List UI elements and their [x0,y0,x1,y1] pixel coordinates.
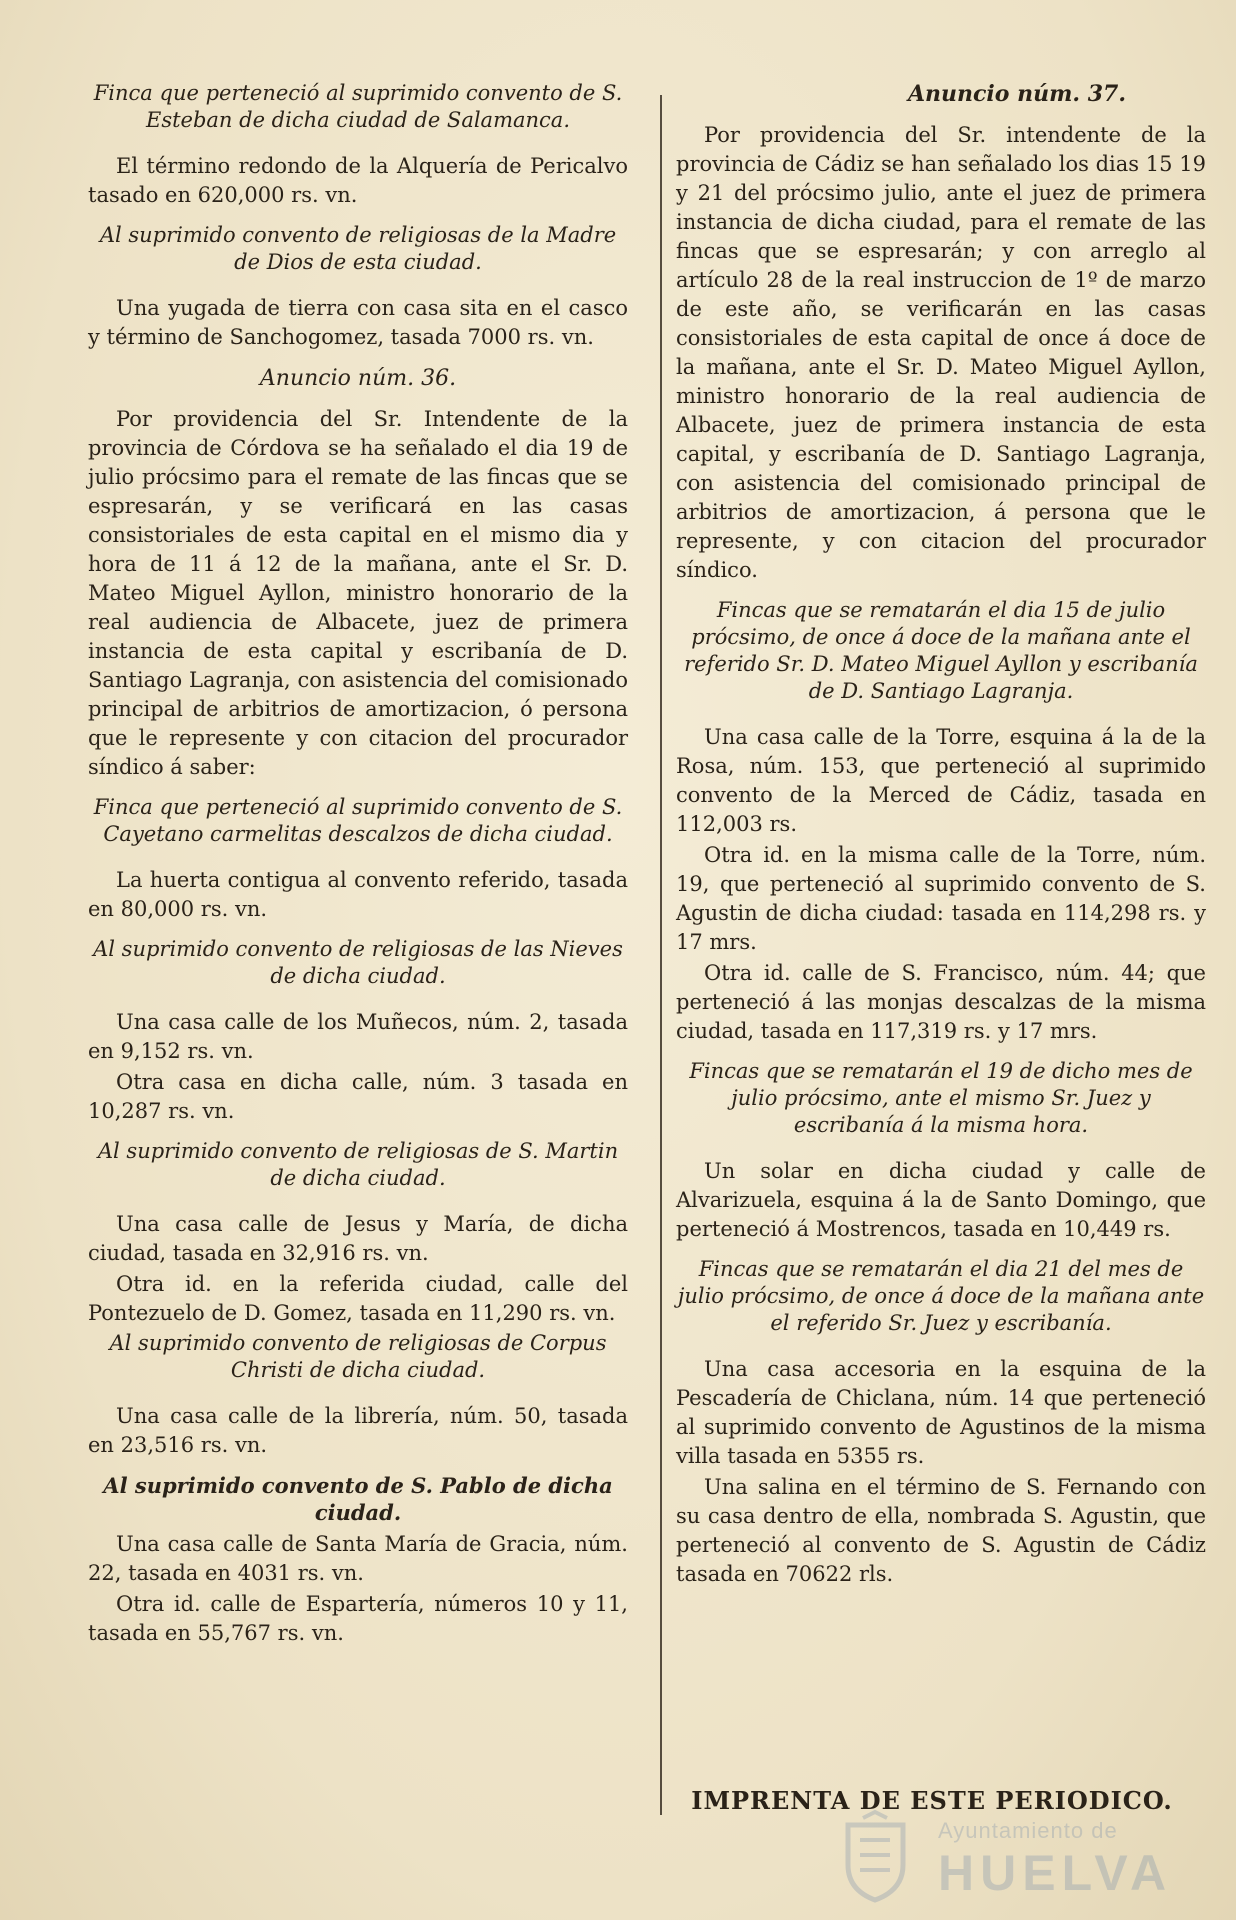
property-entry: Una casa calle de la Torre, esquina á la de la Rosa, núm. 153, que perteneció al suprimido convento de la Merced de Cádiz, tasada en 112,003 rs. [676,725,1206,836]
property-entry: Otra id. en la misma calle de la Torre, núm. 19, que perteneció al suprimido convento de S. Agustin de dicha ciudad: tasada en 114,298 rs. y 17 mrs. [676,843,1206,954]
announcement-number: Anuncio núm. 37. [907,81,1126,107]
section-heading: Al suprimido convento de S. Pablo de dicha ciudad. [103,1473,613,1525]
property-entry: El término redondo de la Alquería de Pericalvo tasado en 620,000 rs. vn. [88,154,628,207]
property-entry: Una casa calle de la librería, núm. 50, tasada en 23,516 rs. vn. [88,1404,628,1457]
property-entry: Una salina en el término de S. Fernando con su casa dentro de ella, nombrada S. Agustin, que perteneció al convento de S. Agustin de Cádiz tasada en 70622 rls. [676,1475,1206,1586]
section-heading: Fincas que se rematarán el dia 21 del mes de julio prócsimo, de once á doce de la mañana ante el referido Sr. Juez y escribanía. [677,1257,1205,1335]
property-entry: Una casa calle de Jesus y María, de dicha ciudad, tasada en 32,916 rs. vn. [88,1212,628,1265]
right-column [676,80,1206,1601]
property-entry: Otra id. calle de Espartería, números 10 y 11, tasada en 55,767 rs. vn. [88,1592,628,1645]
property-entry: Una casa calle de los Muñecos, núm. 2, tasada en 9,152 rs. vn. [88,1010,628,1063]
watermark-line1: Ayuntamiento de [938,1818,1118,1843]
property-entry: Otra id. calle de S. Francisco, núm. 44; que perteneció á las monjas descalzas de la misma ciudad, tasada en 117,319 rs. y 17 mrs. [676,961,1206,1043]
section-heading: Al suprimido convento de religiosas de la Madre de Dios de esta ciudad. [99,223,617,274]
property-entry: Una casa calle de Santa María de Gracia, núm. 22, tasada en 4031 rs. vn. [88,1532,628,1585]
section-heading: Fincas que se rematarán el dia 15 de julio prócsimo, de once á doce de la mañana ante el referido Sr. D. Mateo Miguel Ayllon y escribanía de D. Santiago Lagranja. [684,598,1198,703]
section-heading: Fincas que se rematarán el 19 de dicho mes de julio prócsimo, ante el mismo Sr. Juez y escribanía á la misma hora. [689,1059,1193,1137]
watermark-line2: HUELVA [938,1845,1173,1901]
section-heading: Al suprimido convento de religiosas de S. Martin de dicha ciudad. [97,1139,619,1190]
left-column [88,80,628,1650]
property-entry: La huerta contigua al convento referido, tasada en 80,000 rs. vn. [88,868,628,921]
announcement-number: Anuncio núm. 36. [259,366,457,391]
property-entry: Un solar en dicha ciudad y calle de Alvarizuela, esquina á la de Santo Domingo, que perteneció á Mostrencos, tasada en 10,449 rs. [676,1159,1206,1241]
announcement-body: Por providencia del Sr. intendente de la provincia de Cádiz se han señalado los dias 15 19 y 21 del prócsimo julio, ante el juez de primera instancia de dicha ciudad, para el remate de las fincas que se espresarán; y con arreglo al artículo 28 de la real instruccion de 1º de marzo de este año, se verificarán en las casas consistoriales de esta capital de once á doce de la mañana, ante el Sr. D. Mateo Miguel Ayllon, ministro honorario de la real audiencia de Albacete, juez de primera instancia de esta capital, y escribanía de D. Santiago Lagranja, con asistencia del comisionado principal de arbitrios de amortizacion, á persona que le represente, y con citacion del procurador síndico. [676,123,1206,582]
section-heading: Finca que perteneció al suprimido convento de S. Esteban de dicha ciudad de Salamanca. [93,81,623,132]
property-entry: Otra casa en dicha calle, núm. 3 tasada en 10,287 rs. vn. [88,1070,628,1123]
property-entry: Una casa accesoria en la esquina de la Pescadería de Chiclana, núm. 14 que perteneció al suprimido convento de Agustinos de la misma villa tasada en 5355 rs. [676,1357,1206,1468]
section-heading: Al suprimido convento de religiosas de Corpus Christi de dicha ciudad. [109,1331,607,1382]
column-divider [660,95,662,1815]
property-entry: Una yugada de tierra con casa sita en el casco y término de Sanchogomez, tasada 7000 rs. vn. [88,296,628,349]
section-heading: Al suprimido convento de religiosas de las Nieves de dicha ciudad. [93,937,623,988]
archive-watermark [828,1810,1173,1905]
announcement-body: Por providencia del Sr. Intendente de la provincia de Córdova se ha señalado el dia 19 de julio prócsimo para el remate de las fincas que se espresarán, y se verificará en las casas consistoriales de esta capital en el mismo dia y hora de 11 á 12 de la mañana, ante el Sr. D. Mateo Miguel Ayllon, ministro honorario de la real audiencia de Albacete, juez de primera instancia de esta capital y escribanía de D. Santiago Lagranja, con asistencia del comisionado principal de arbitrios de amortizacion, ó persona que le represente y con citacion del procurador síndico á saber: [88,407,628,779]
section-heading: Finca que perteneció al suprimido convento de S. Cayetano carmelitas descalzos de dicha ciudad. [93,795,623,846]
printer-imprint: IMPRENTA DE ESTE PERIODICO. [691,1786,1173,1815]
property-entry: Otra id. en la referida ciudad, calle del Pontezuelo de D. Gomez, tasada en 11,290 rs. vn. [88,1272,628,1325]
coat-of-arms-icon [828,1810,923,1905]
